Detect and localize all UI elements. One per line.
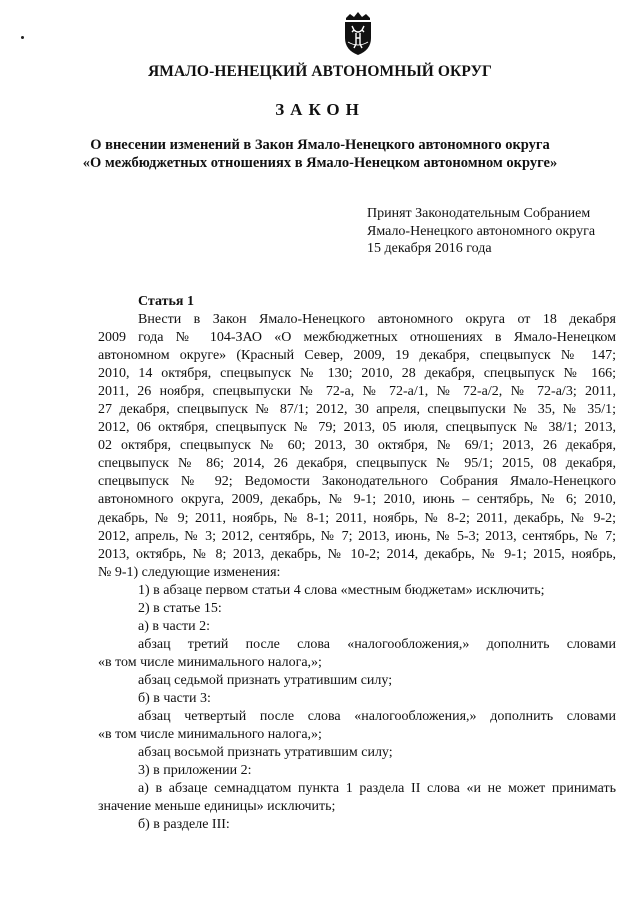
text-line: 2013, октябрь, № 8; 2013, декабрь, № 10-2; 2014, декабрь, № 9-1; 2015, ноябрь,: [98, 546, 616, 562]
text-line: спецвыпуск № 86; 2014, 26 декабря, спецвыпуск № 95/1; 2015, 08 декабря,: [98, 456, 616, 472]
text-line: № 9-1) следующие изменения:: [98, 564, 281, 580]
text-line: автономном округе» (Красный Север, 2009, 19 декабря, спецвыпуск № 147;: [98, 348, 616, 364]
subtitle-line: О внесении изменений в Закон Ямало-Ненецкого автономного округа: [90, 137, 550, 153]
text-line: значение меньше единицы» исключить;: [98, 799, 336, 815]
text-line: 2010, 14 октября, спецвыпуск № 130; 2010, 28 декабря, спецвыпуск № 166;: [98, 366, 616, 382]
text-line: «в том числе минимального налога,»;: [98, 654, 322, 670]
text-line: 2012, 06 октября, спецвыпуск № 79; 2013, 05 июля, спецвыпуск № 38/1; 2013,: [98, 420, 616, 436]
text-line: 2) в статье 15:: [138, 600, 222, 616]
region-heading: ЯМАЛО-НЕНЕЦКИЙ АВТОНОМНЫЙ ОКРУГ: [147, 63, 493, 80]
text-line: Внести в Закон Ямало-Ненецкого автономного округа от 18 декабря: [138, 312, 616, 327]
text-line: спецвыпуск № 92; Ведомости Законодательного Собрания Ямало-Ненецкого: [98, 474, 616, 490]
text-line: 27 декабря, спецвыпуск № 87/1; 2012, 30 апреля, спецвыпуски № 35, № 35/1;: [98, 402, 616, 418]
law-title: ЗАКОН: [275, 100, 365, 119]
article-body: [98, 311, 616, 834]
text-line: 1) в абзаце первом статьи 4 слова «местным бюджетам» исключить;: [138, 582, 545, 598]
text-line: а) в части 2:: [138, 618, 210, 634]
text-line: 3) в приложении 2:: [138, 763, 252, 779]
adoption-note: [367, 205, 637, 258]
adoption-line: Ямало-Ненецкого автономного округа: [367, 223, 596, 239]
text-line: «в том числе минимального налога,»;: [98, 727, 322, 743]
text-line: 2011, 26 ноября, спецвыпуски № 72-а, № 72-а/1, № 72-а/2, № 72-а/3; 2011,: [98, 384, 616, 400]
text-line: абзац третий после слова «налогообложения,» дополнить словами: [138, 636, 616, 652]
text-line: абзац четвертый после слова «налогообложения,» дополнить словами: [138, 709, 616, 725]
adoption-line: Принят Законодательным Собранием: [367, 206, 591, 221]
text-line: 2009 года № 104-ЗАО «О межбюджетных отношениях в Ямало-Ненецком: [98, 330, 616, 346]
text-line: абзац восьмой признать утратившим силу;: [138, 745, 393, 761]
text-line: автономного округа, 2009, декабрь, № 9-1; 2010, июнь – сентябрь, № 6; 2010,: [98, 492, 616, 508]
text-line: 2012, апрель, № 3; 2012, сентябрь, № 7; 2013, июнь, № 5-3; 2013, сентябрь, № 7;: [98, 528, 616, 544]
text-line: декабрь, № 9; 2011, ноябрь, № 8-1; 2011, ноябрь, № 8-2; 2011, декабрь, № 9-2;: [98, 510, 616, 526]
text-line: 02 октября, спецвыпуск № 60; 2013, 30 октября, № 69/1; 2013, 26 декабря,: [98, 438, 616, 454]
article-title: Статья 1: [138, 294, 194, 309]
text-line: б) в части 3:: [138, 690, 211, 706]
scan-speck: [21, 36, 24, 39]
adoption-date: 15 декабря 2016 года: [367, 241, 492, 256]
text-line: абзац седьмой признать утратившим силу;: [138, 672, 393, 688]
law-subtitle: [0, 137, 640, 172]
coat-of-arms-emblem: [340, 8, 376, 56]
subtitle-line: «О межбюджетных отношениях в Ямало-Ненецком автономном округе»: [82, 154, 558, 171]
text-line: а) в абзаце семнадцатом пункта 1 раздела II слова «и не может принимать: [138, 781, 616, 797]
text-line: б) в разделе III:: [138, 817, 230, 833]
